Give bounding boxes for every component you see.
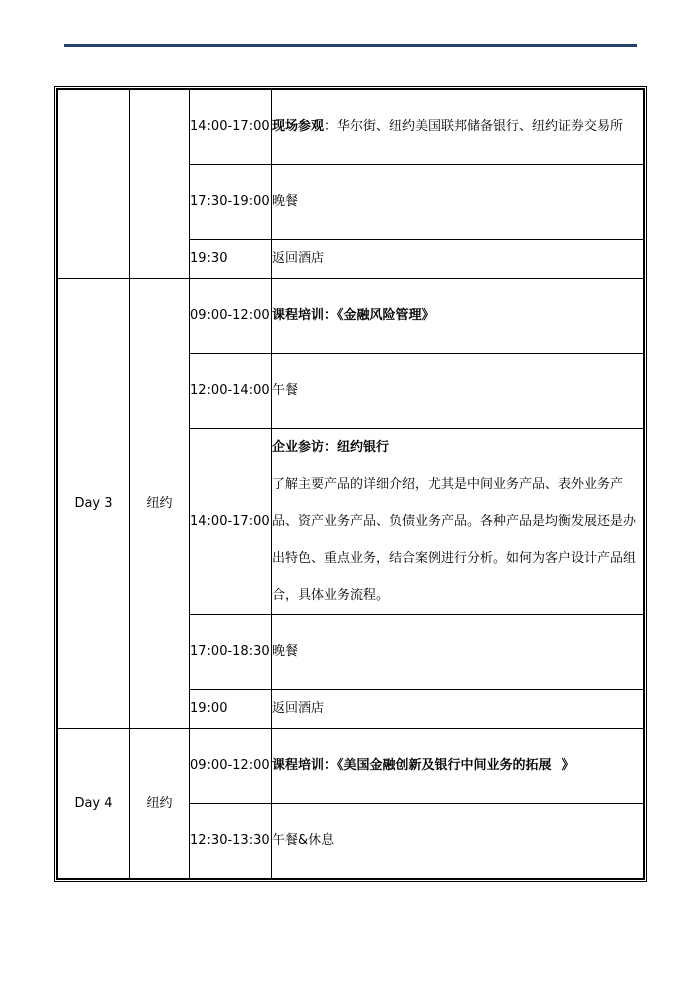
activity-cell: 晚餐 [272,165,644,240]
day-label: Day 3 [58,279,130,729]
activity-title: 企业参访：纽约银行 [272,440,390,455]
city-cell-empty [130,90,190,279]
activity-cell: 午餐 [272,354,644,429]
time-cell: 12:30-13:30 [190,804,272,879]
time-cell: 14:00-17:00 [190,429,272,615]
activity-text-close: 》 [561,758,575,773]
activity-text: 课程培训：《美国金融创新及银行中间业务的拓展 [272,758,552,773]
time-cell: 19:30 [190,240,272,279]
table-row [58,279,644,354]
activity-cell: 课程培训：《金融风险管理》 [272,279,644,354]
schedule-table [54,86,647,882]
activity-cell: 返回酒店 [272,690,644,729]
activity-cell: 午餐&休息 [272,804,644,879]
time-cell: 19:00 [190,690,272,729]
city-label: 纽约 [130,729,190,879]
activity-cell [272,429,644,615]
activity-cell [272,90,644,165]
activity-label: 现场参观 [272,119,325,134]
time-cell: 12:00-14:00 [190,354,272,429]
time-cell: 09:00-12:00 [190,729,272,804]
table-row [58,729,644,804]
city-label: 纽约 [130,279,190,729]
activity-cell: 晚餐 [272,615,644,690]
header-rule [64,44,637,47]
time-cell: 14:00-17:00 [190,90,272,165]
time-cell: 17:30-19:00 [190,165,272,240]
time-cell: 17:00-18:30 [190,615,272,690]
day-cell-empty [58,90,130,279]
activity-cell: 返回酒店 [272,240,644,279]
activity-detail: 了解主要产品的详细介绍，尤其是中间业务产品、表外业务产品、资产业务产品、负债业务产品。各种产品是均衡发展还是办出特色、重点业务，结合案例进行分析。如何为客户设计产品组合，具体业务流程。 [272,477,637,603]
time-cell: 09:00-12:00 [190,279,272,354]
activity-text: ：华尔街、纽约美国联邦储备银行、纽约证券交易所 [324,119,624,134]
table-row [58,90,644,165]
activity-cell [272,729,644,804]
day-label: Day 4 [58,729,130,879]
